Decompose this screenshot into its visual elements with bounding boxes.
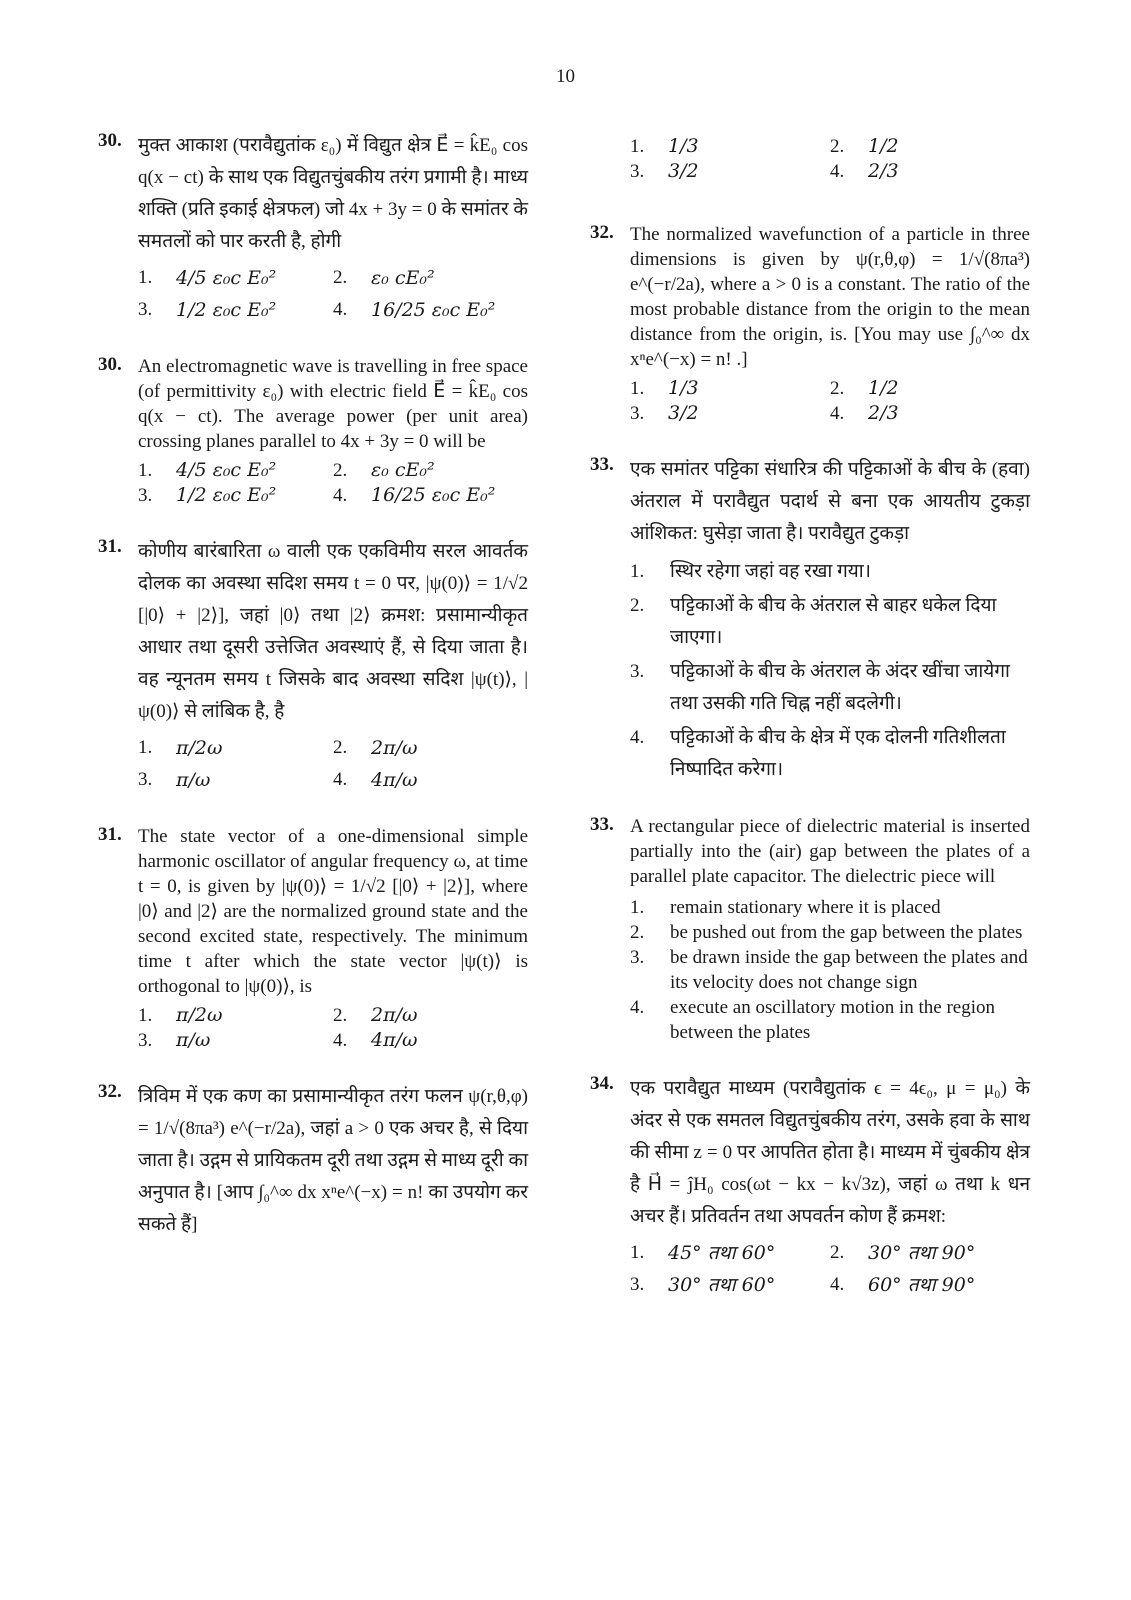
option [830,1269,1030,1301]
question [98,130,528,326]
left-column [98,130,528,1269]
question [590,222,1030,426]
option [830,1237,1030,1269]
options-row [138,294,528,326]
option-number: 3. [630,947,645,968]
option-text: 4/5 ε₀c E₀² [176,267,277,289]
option-text: 2/3 [868,160,899,182]
option-text: 16/25 ε₀c E₀² [371,484,496,506]
option-number: 1. [630,136,645,157]
options-row [630,1269,1030,1301]
option-text: पट्टिकाओं के बीच के क्षेत्र में एक दोलनी गतिशीलता निष्पादित करेगा। [670,727,1006,780]
option-text: पट्टिकाओं के बीच के अंतराल के अंदर खींचा जायेगा तथा उसकी गति चिह्न नहीं बदलेगी। [670,661,1010,714]
option-number: 1. [630,1242,645,1263]
option-number: 4. [333,299,348,320]
options-grid [138,1003,528,1053]
option [830,134,1030,159]
option-text: π/ω [176,1029,211,1051]
option [630,376,830,401]
options-grid [630,376,1030,426]
option-number: 4. [630,997,645,1018]
question-text: एक समांतर पट्टिका संधारित्र की पट्टिकाओं के बीच के (हवा) अंतराल में परावैद्युत पदार्थ से बना एक आयतीय टुकड़ा आंशिकत: घुसेड़ा जाता है। परावैद्युत टुकड़ा [630,459,1030,544]
option [138,764,333,796]
options-grid [138,458,528,508]
option [138,483,333,508]
option-number: 3. [630,403,645,424]
option-number: 3. [138,485,153,506]
option-text: ε₀ cE₀² [371,267,435,289]
option-text: 1/3 [668,135,699,157]
option-number: 2. [333,1005,348,1026]
option-number: 1. [138,267,153,288]
right-column [590,130,1030,1329]
option-number: 1. [630,897,645,918]
option-number: 2. [333,267,348,288]
option [830,401,1030,426]
options-grid [630,134,1030,184]
question-text: A rectangular piece of dielectric material is inserted partially into the (air) gap between the plates of a parallel plate capacitor. The dielectric piece will [630,816,1030,887]
question [590,814,1030,1045]
options-row [138,1003,528,1028]
option [138,262,333,294]
option-text: 2/3 [868,402,899,424]
option [138,732,333,764]
option-number: 3. [630,661,645,682]
options-row [138,1028,528,1053]
option-text: पट्टिकाओं के बीच के अंतराल से बाहर धकेल दिया जाएगा। [670,595,997,648]
option-text: 1/2 ε₀c E₀² [176,484,277,506]
option [830,159,1030,184]
option-number: 1. [630,561,645,582]
question-number: 33. [590,454,614,475]
option-text: 60° तथा 90° [868,1274,976,1296]
option [630,920,1030,945]
option-number: 4. [333,485,348,506]
option [630,656,1030,720]
option [333,294,528,326]
options-grid [630,1237,1030,1301]
question-number: 30. [98,130,122,151]
question-text: The normalized wavefunction of a particle in three dimensions is given by ψ(r,θ,φ) = 1/√(8πa³) e^(−r/2a), where a > 0 is a constant. The ratio of the most probable distance from the origin to the mean distance from the origin, is. [You may use ∫₀^∞ dx xⁿe^(−x) = n! .] [630,224,1030,370]
options-row [138,262,528,294]
question-text: मुक्त आकाश (परावैद्युतांक ε₀) में विद्युत क्षेत्र E⃗ = k̂E₀ cos q(x − ct) के साथ एक विद्युतचुंबकीय तरंग प्रगामी है। माध्य शक्ति (प्रति इकाई क्षेत्रफल) जो 4x + 3y = 0 के समांतर के समतलों को पार करती है, होगी [138,135,528,252]
option-text: π/ω [176,769,211,791]
option [138,294,333,326]
option [630,1237,830,1269]
option [630,722,1030,786]
options-row [630,134,1030,159]
option-text: 2π/ω [371,1004,418,1026]
option-text: π/2ω [176,737,223,759]
option-text: 30° तथा 90° [868,1242,976,1264]
question-number: 31. [98,536,122,557]
question [98,536,528,796]
question-number: 30. [98,354,122,375]
option-text: 4π/ω [371,769,418,791]
options-row [630,159,1030,184]
option-text: 1/3 [668,377,699,399]
options-grid [138,262,528,326]
option-number: 1. [138,460,153,481]
option-number: 4. [333,1030,348,1051]
question [98,824,528,1053]
question-text: त्रिविम में एक कण का प्रसामान्यीकृत तरंग फलन ψ(r,θ,φ) = 1/√(8πa³) e^(−r/2a), जहां a > 0 एक अचर है, से दिया जाता है। उद्गम से प्रायिकतम दूरी तथा उद्गम से माध्य दूरी का अनुपात है। [आप ∫₀^∞ dx xⁿe^(−x) = n! का उपयोग कर सकते हैं] [138,1086,528,1235]
option [630,134,830,159]
option [333,1003,528,1028]
option [630,895,1030,920]
option-text: be drawn inside the gap between the plates and its velocity does not change sign [670,947,1028,993]
option [830,376,1030,401]
options-row [138,764,528,796]
question-number: 32. [590,222,614,243]
option-number: 3. [138,299,153,320]
option-number: 4. [630,727,645,748]
option [630,401,830,426]
option-text: स्थिर रहेगा जहां वह रखा गया। [670,561,871,582]
option-number: 4. [830,1274,845,1295]
option-text: 4/5 ε₀c E₀² [176,459,277,481]
options-grid [138,732,528,796]
question [590,454,1030,786]
option-text: 16/25 ε₀c E₀² [371,299,496,321]
question [98,1081,528,1241]
option [333,262,528,294]
option-text: 3/2 [668,402,699,424]
option [333,483,528,508]
options-row [138,732,528,764]
option-text: 1/2 ε₀c E₀² [176,299,277,321]
question-text: कोणीय बारंबारिता ω वाली एक एकविमीय सरल आवर्तक दोलक का अवस्था सदिश समय t = 0 पर, |ψ(0)⟩ = 1/√2 [|0⟩ + |2⟩], जहां |0⟩ तथा |2⟩ क्रमश: प्रसामान्यीकृत आधार तथा दूसरी उत्तेजित अवस्थाएं हैं, से दिया जाता है। वह न्यूनतम समय t जिसके बाद अवस्था सदिश |ψ(t)⟩, |ψ(0)⟩ से लांबिक है, है [138,541,528,722]
option-text: execute an oscillatory motion in the region between the plates [670,997,996,1043]
options-row [138,483,528,508]
option-text: 1/2 [868,135,899,157]
option [333,764,528,796]
option-text: be pushed out from the gap between the plates [670,922,1023,943]
option-text: π/2ω [176,1004,223,1026]
option-number: 3. [138,769,153,790]
option [630,159,830,184]
page-number: 10 [556,66,575,87]
option-number: 2. [333,737,348,758]
option-number: 3. [630,1274,645,1295]
option-text: 4π/ω [371,1029,418,1051]
option-number: 2. [830,378,845,399]
option-number: 4. [830,403,845,424]
option-text: ε₀ cE₀² [371,459,435,481]
option-text: 2π/ω [371,737,418,759]
option [138,1028,333,1053]
continued-options [590,134,1030,184]
question-text: An electromagnetic wave is travelling in free space (of permittivity ε₀) with electric field E⃗ = k̂E₀ cos q(x − ct). The average power (per unit area) crossing planes parallel to 4x + 3y = 0 will be [138,356,528,452]
question [590,1073,1030,1301]
options-row [630,1237,1030,1269]
option [333,458,528,483]
option-text: remain stationary where it is placed [670,897,941,918]
question-number: 33. [590,814,614,835]
option-number: 3. [138,1030,153,1051]
option [630,1269,830,1301]
question-number: 31. [98,824,122,845]
option-text: 3/2 [668,160,699,182]
option [333,732,528,764]
option [333,1028,528,1053]
option-number: 2. [630,922,645,943]
options-row [138,458,528,483]
options-row [630,376,1030,401]
option-number: 1. [138,1005,153,1026]
option [138,1003,333,1028]
question-number: 32. [98,1081,122,1102]
question-text: The state vector of a one-dimensional simple harmonic oscillator of angular frequency ω, at time t = 0, is given by |ψ(0)⟩ = 1/√2 [|0⟩ + |2⟩], where |0⟩ and |2⟩ are the normalized ground state and the second excited state, respectively. The minimum time t after which the state vector |ψ(t)⟩ is orthogonal to |ψ(0)⟩, is [138,826,528,997]
option [138,458,333,483]
question-text: एक परावैद्युत माध्यम (परावैद्युतांक ϵ = 4ϵ₀, μ = μ₀) के अंदर से एक समतल विद्युतचुंबकीय तरंग, उसके हवा के साथ की सीमा z = 0 पर आपतित होता है। माध्यम में चुंबकीय क्षेत्र है H⃗ = ĵH₀ cos(ωt − kx − k√3z), जहां ω तथा k धन अचर हैं। प्रतिवर्तन तथा अपवर्तन कोण हैं क्रमश: [630,1078,1030,1227]
option-number: 4. [830,161,845,182]
option-number: 4. [333,769,348,790]
option-number: 2. [630,595,645,616]
option [630,995,1030,1045]
question [98,354,528,508]
option-number: 2. [830,136,845,157]
options-row [630,401,1030,426]
option [630,590,1030,654]
options-list [630,556,1030,786]
option-text: 45° तथा 60° [668,1242,776,1264]
option-text: 30° तथा 60° [668,1274,776,1296]
option-number: 3. [630,161,645,182]
option [630,556,1030,588]
option-number: 1. [138,737,153,758]
option-number: 1. [630,378,645,399]
option [630,945,1030,995]
option-number: 2. [830,1242,845,1263]
option-number: 2. [333,460,348,481]
options-list [630,895,1030,1045]
option-text: 1/2 [868,377,899,399]
question-number: 34. [590,1073,614,1094]
